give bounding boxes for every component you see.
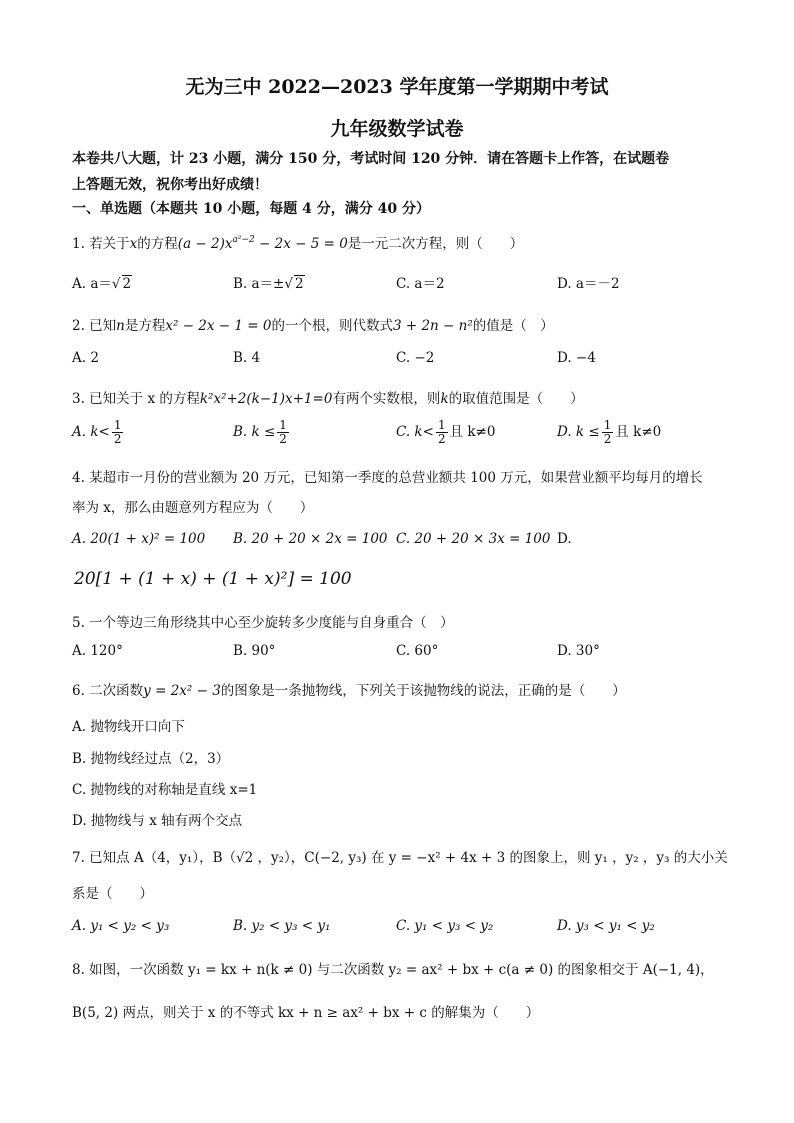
q5-option-d[interactable]: D. 30° [557, 643, 600, 659]
q3-option-d[interactable]: D. k ≤ $\frac{1}{2}$ 且 k≠0 [557, 418, 662, 446]
q1-option-b[interactable]: B. a＝±√ 2 [233, 276, 304, 292]
section-1-heading: 一、单选题（本题共 10 小题，每题 4 分，满分 40 分） [72, 201, 430, 217]
q3-option-b[interactable]: B. k ≤ $\frac{1}{2}$ [233, 418, 287, 446]
q7-option-c[interactable]: C. y₁ < y₃ < y₂ [396, 918, 494, 934]
q2-option-a[interactable]: A. 2 [72, 350, 99, 366]
q6-option-a[interactable]: A. 抛物线开口向下 [72, 719, 185, 735]
q6-option-b[interactable]: B. 抛物线经过点（2，3） [72, 751, 230, 767]
q1-option-c[interactable]: C. a＝2 [396, 276, 445, 292]
q7-option-a[interactable]: A. y₁ < y₂ < y₃ [72, 918, 170, 934]
question-4-line-1: 4. 某超市一月份的营业额为 20 万元，已知第一季度的总营业额共 100 万元，如果营业额平均每月的增长 [72, 470, 703, 486]
q2-option-b[interactable]: B. 4 [233, 350, 261, 366]
question-7-line-2: 系是（ ） [72, 886, 153, 902]
question-1: 1. 若关于x的方程$(a - 2)x^{a^2-2} - 2x - 5 = 0$是一元二次方程，则（ ） [72, 235, 524, 252]
q4-option-b[interactable]: B. 20 + 20 × 2x = 100 [233, 531, 388, 547]
q4-option-d-equation: 20[1 + (1 + x) + (1 + x)²] = 100 [74, 569, 352, 589]
question-7-line-1: 7. 已知点 A（4，y₁），B（√2 ，y₂），C(−2, y₃) 在 y = −x² + 4x + 3 的图象上，则 y₁ ，y₂ ，y₃ 的大小关 [72, 850, 728, 866]
instructions-line-2: 上答题无效，祝你考出好成绩！ [72, 177, 268, 193]
q2-option-d[interactable]: D. −4 [557, 350, 596, 366]
question-5: 5. 一个等边三角形绕其中心至少旋转多少度能与自身重合（ ） [72, 615, 454, 631]
instructions-line-1: 本卷共八大题，计 23 小题，满分 150 分，考试时间 120 分钟．请在答题卡上作答，在试题卷 [72, 151, 670, 167]
question-3: 3. 已知关于 x 的方程k²x²+2(k−1)x+1=0有两个实数根，则k的取值范围是（ ） [72, 391, 584, 407]
q4-option-d[interactable]: D. [557, 531, 572, 547]
question-8-line-2: B(5, 2) 两点，则关于 x 的不等式 kx + n ≥ ax² + bx + c 的解集为（ ） [72, 1005, 540, 1021]
exam-subtitle: 九年级数学试卷 [330, 118, 464, 140]
question-8-line-1: 8. 如图，一次函数 y₁ = kx + n(k ≠ 0) 与二次函数 y₂ = ax² + bx + c(a ≠ 0) 的图象相交于 A(−1, 4)， [72, 962, 714, 978]
q6-option-d[interactable]: D. 抛物线与 x 轴有两个交点 [72, 813, 243, 829]
q7-option-b[interactable]: B. y₂ < y₃ < y₁ [233, 918, 331, 934]
question-4-line-2: 率为 x，那么由题意列方程应为（ ） [72, 500, 314, 516]
question-6: 6. 二次函数y = 2x² − 3的图象是一条抛物线，下列关于该抛物线的说法，正确的是（ ） [72, 683, 626, 699]
q1-option-d[interactable]: D. a＝－2 [557, 276, 620, 292]
q2-option-c[interactable]: C. −2 [396, 350, 435, 366]
exam-title: 无为三中 2022—2023 学年度第一学期期中考试 [185, 76, 609, 98]
q1-equation: $(a - 2)x^{a^2-2} - 2x - 5 = 0$ [177, 235, 348, 252]
q5-option-b[interactable]: B. 90° [233, 643, 276, 659]
q4-option-c[interactable]: C. 20 + 20 × 3x = 100 [396, 531, 551, 547]
q3-option-c[interactable]: C. k< $\frac{1}{2}$ 且 k≠0 [396, 418, 496, 446]
q1-option-a[interactable]: A. a＝√ 2 [72, 276, 132, 292]
q4-option-a[interactable]: A. 20(1 + x)² = 100 [72, 531, 206, 547]
q3-option-a[interactable]: A. k< $\frac{1}{2}$ [72, 418, 122, 446]
q5-option-c[interactable]: C. 60° [396, 643, 439, 659]
q5-option-a[interactable]: A. 120° [72, 643, 123, 659]
question-2: 2. 已知n是方程x² − 2x − 1 = 0的一个根，则代数式3 + 2n − n²的值是（ ） [72, 318, 554, 334]
q7-option-d[interactable]: D. y₃ < y₁ < y₂ [557, 918, 655, 934]
q6-option-c[interactable]: C. 抛物线的对称轴是直线 x=1 [72, 782, 258, 798]
